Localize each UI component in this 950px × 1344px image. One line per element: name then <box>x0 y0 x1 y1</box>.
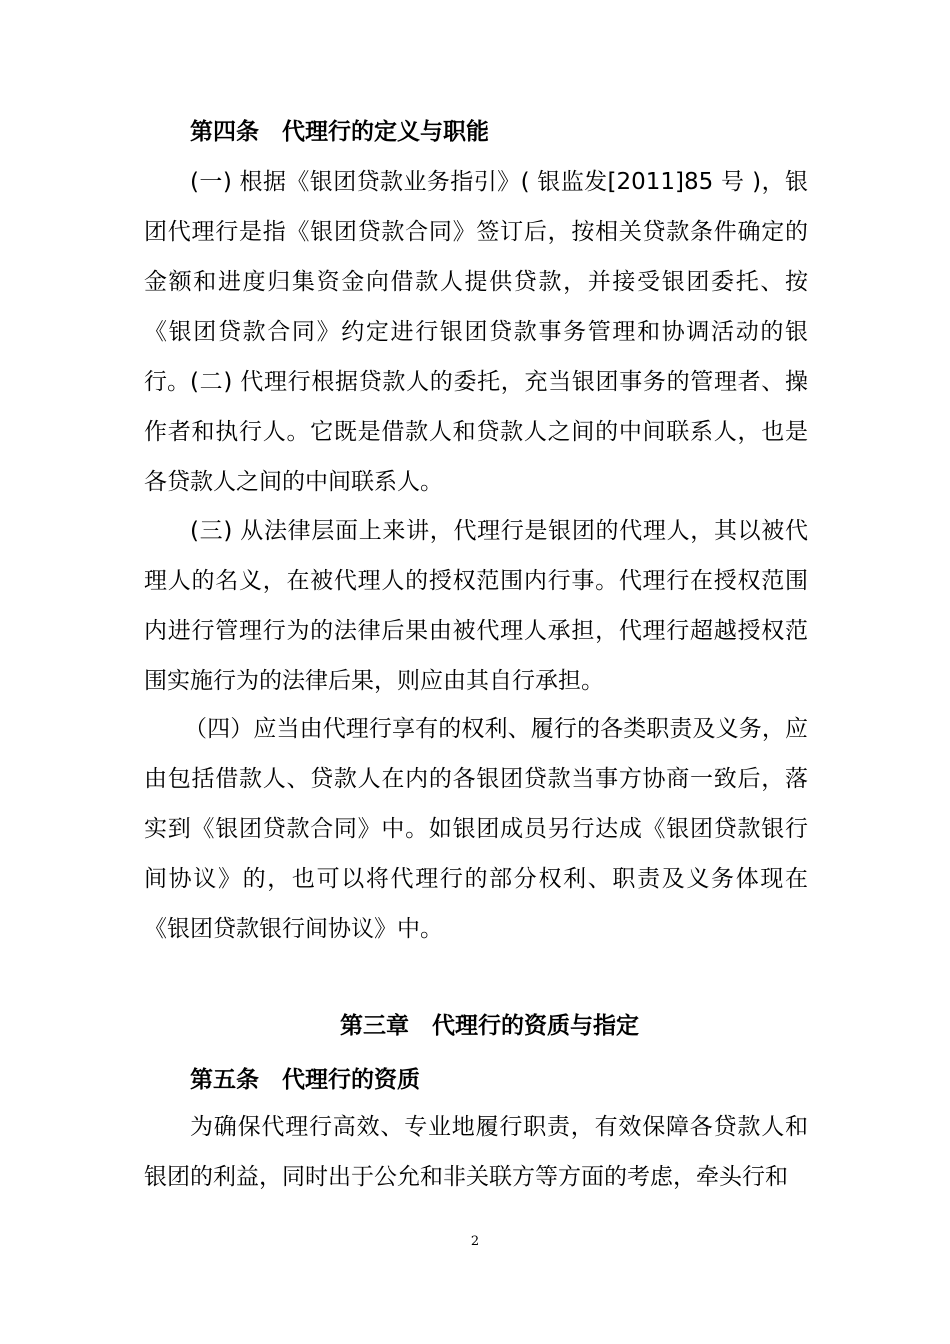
article-4-paragraph-2: (二) 代理行根据贷款人的委托，充当银团事务的管理者、操作者和执行人。它既是借款人和贷款人之间的中间联系人，也是各贷款人之间的中间联系人。 <box>144 369 808 495</box>
article-4-heading: 第四条 代理行的定义与职能 <box>190 119 489 145</box>
page-number: 2 <box>470 1234 480 1249</box>
article-4-paragraph-1: (一) 根据《银团贷款业务指引》( 银监发[2011]85 号 )，银团代理行是指《银团贷款合同》签订后，按相关贷款条件确定的金额和进度归集资金向借款人提供贷款，并接受银团委托、按《银团贷款合同》约定进行银团贷款事务管理和协调活动的银行。 <box>144 169 808 395</box>
article-5-heading: 第五条 代理行的资质 <box>190 1067 420 1093</box>
article-5-paragraph-1: 为确保代理行高效、专业地履行职责，有效保障各贷款人和银团的利益，同时出于公允和非关联方等方面的考虑，牵头行和 <box>144 1114 808 1190</box>
chapter-3-heading: 第三章 代理行的资质与指定 <box>340 1013 639 1039</box>
article-4-paragraph-3: (三) 从法律层面上来讲，代理行是银团的代理人，其以被代理人的名义，在被代理人的授权范围内行事。代理行在授权范围内进行管理行为的法律后果由被代理人承担，代理行超越授权范围实施行为的法律后果，则应由其自行承担。 <box>144 518 808 694</box>
article-4-paragraph-4: （四）应当由代理行享有的权利、履行的各类职责及义务，应由包括借款人、贷款人在内的各银团贷款当事方协商一致后，落实到《银团贷款合同》中。如银团成员另行达成《银团贷款银行间协议》的，也可以将代理行的部分权利、职责及义务体现在《银团贷款银行间协议》中。 <box>144 716 808 942</box>
